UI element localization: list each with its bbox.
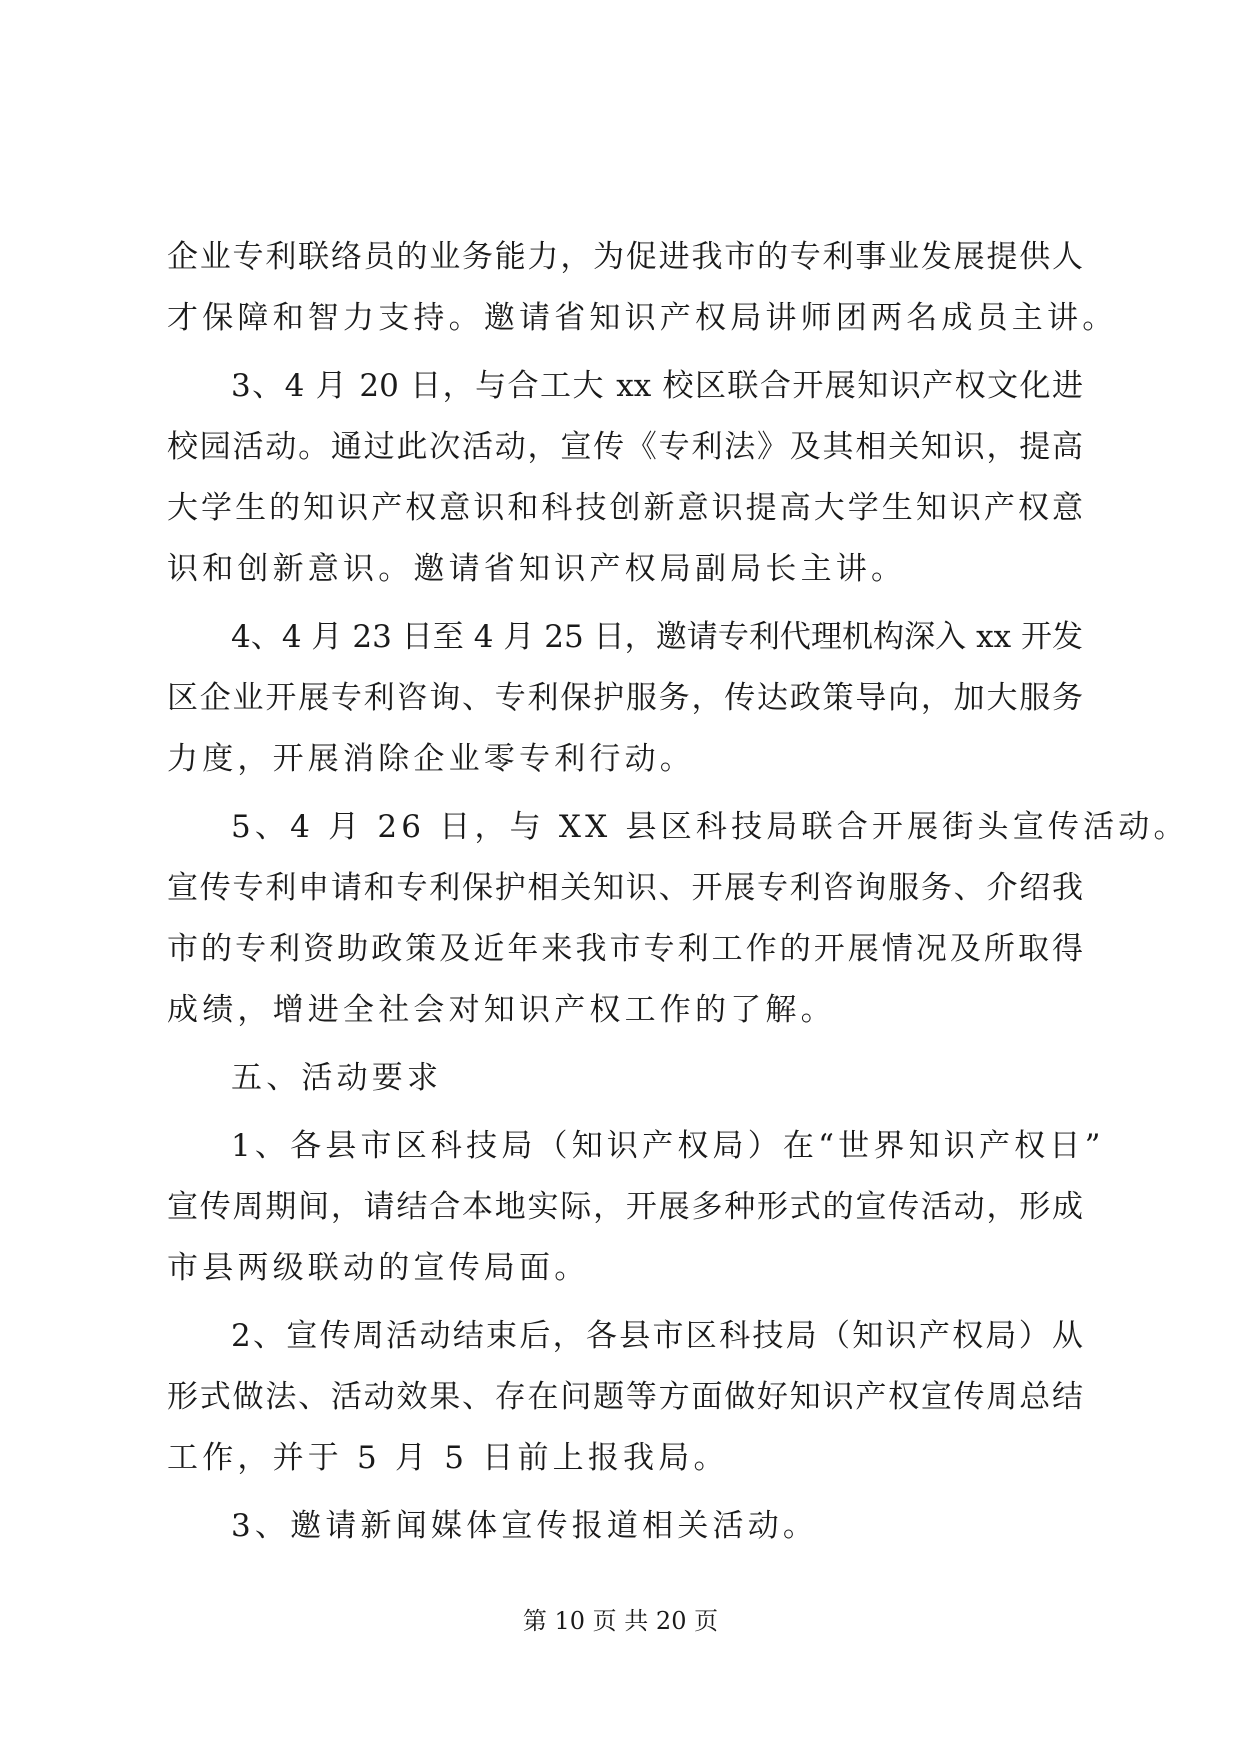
text-line: 宣传专利申请和专利保护相关知识、开展专利咨询服务、介绍我	[167, 870, 1083, 906]
text-line: 5、4 月 26 日，与 XX 县区科技局联合开展街头宣传活动。	[231, 809, 1189, 845]
page-number-footer: 第 10 页 共 20 页	[522, 1607, 719, 1635]
text-line: 3、4 月 20 日，与合工大 xx 校区联合开展知识产权文化进	[231, 368, 1083, 404]
text-line: 大学生的知识产权意识和科技创新意识提高大学生知识产权意	[167, 490, 1083, 526]
text-line: 区企业开展专利咨询、专利保护服务，传达政策导向，加大服务	[167, 680, 1083, 716]
paragraph	[167, 227, 1118, 349]
text-line: 五、活动要求	[231, 1060, 443, 1096]
text-line: 工作，并于 5 月 5 日前上报我局。	[167, 1440, 729, 1476]
text-line: 校园活动。通过此次活动，宣传《专利法》及其相关知识，提高	[167, 429, 1083, 465]
text-line: 识和创新意识。邀请省知识产权局副局长主讲。	[167, 551, 907, 587]
text-line: 成绩，增进全社会对知识产权工作的了解。	[167, 992, 836, 1028]
text-line: 2、宣传周活动结束后，各县市区科技局（知识产权局）从	[231, 1318, 1083, 1354]
text-line: 才保障和智力支持。邀请省知识产权局讲师团两名成员主讲。	[167, 300, 1118, 336]
paragraph	[167, 1116, 1105, 1299]
paragraph	[167, 356, 1083, 600]
text-line: 4、4 月 23 日至 4 月 25 日，邀请专利代理机构深入 xx 开发	[231, 619, 1083, 655]
text-line: 企业专利联络员的业务能力，为促进我市的专利事业发展提供人	[167, 239, 1083, 275]
text-line: 市县两级联动的宣传局面。	[167, 1250, 590, 1286]
document-body	[167, 227, 1189, 1557]
text-line: 3、邀请新闻媒体宣传报道相关活动。	[231, 1508, 819, 1544]
paragraph	[167, 797, 1189, 1041]
text-line: 1、各县市区科技局（知识产权局）在“世界知识产权日”	[231, 1128, 1105, 1164]
section-heading	[167, 1048, 1083, 1109]
text-line: 市的专利资助政策及近年来我市专利工作的开展情况及所取得	[167, 931, 1083, 967]
text-line: 力度，开展消除企业零专利行动。	[167, 741, 695, 777]
paragraph	[167, 607, 1083, 790]
paragraph	[167, 1496, 1083, 1557]
paragraph	[167, 1306, 1083, 1489]
text-line: 形式做法、活动效果、存在问题等方面做好知识产权宣传周总结	[167, 1379, 1083, 1415]
text-line: 宣传周期间，请结合本地实际，开展多种形式的宣传活动，形成	[167, 1189, 1083, 1225]
